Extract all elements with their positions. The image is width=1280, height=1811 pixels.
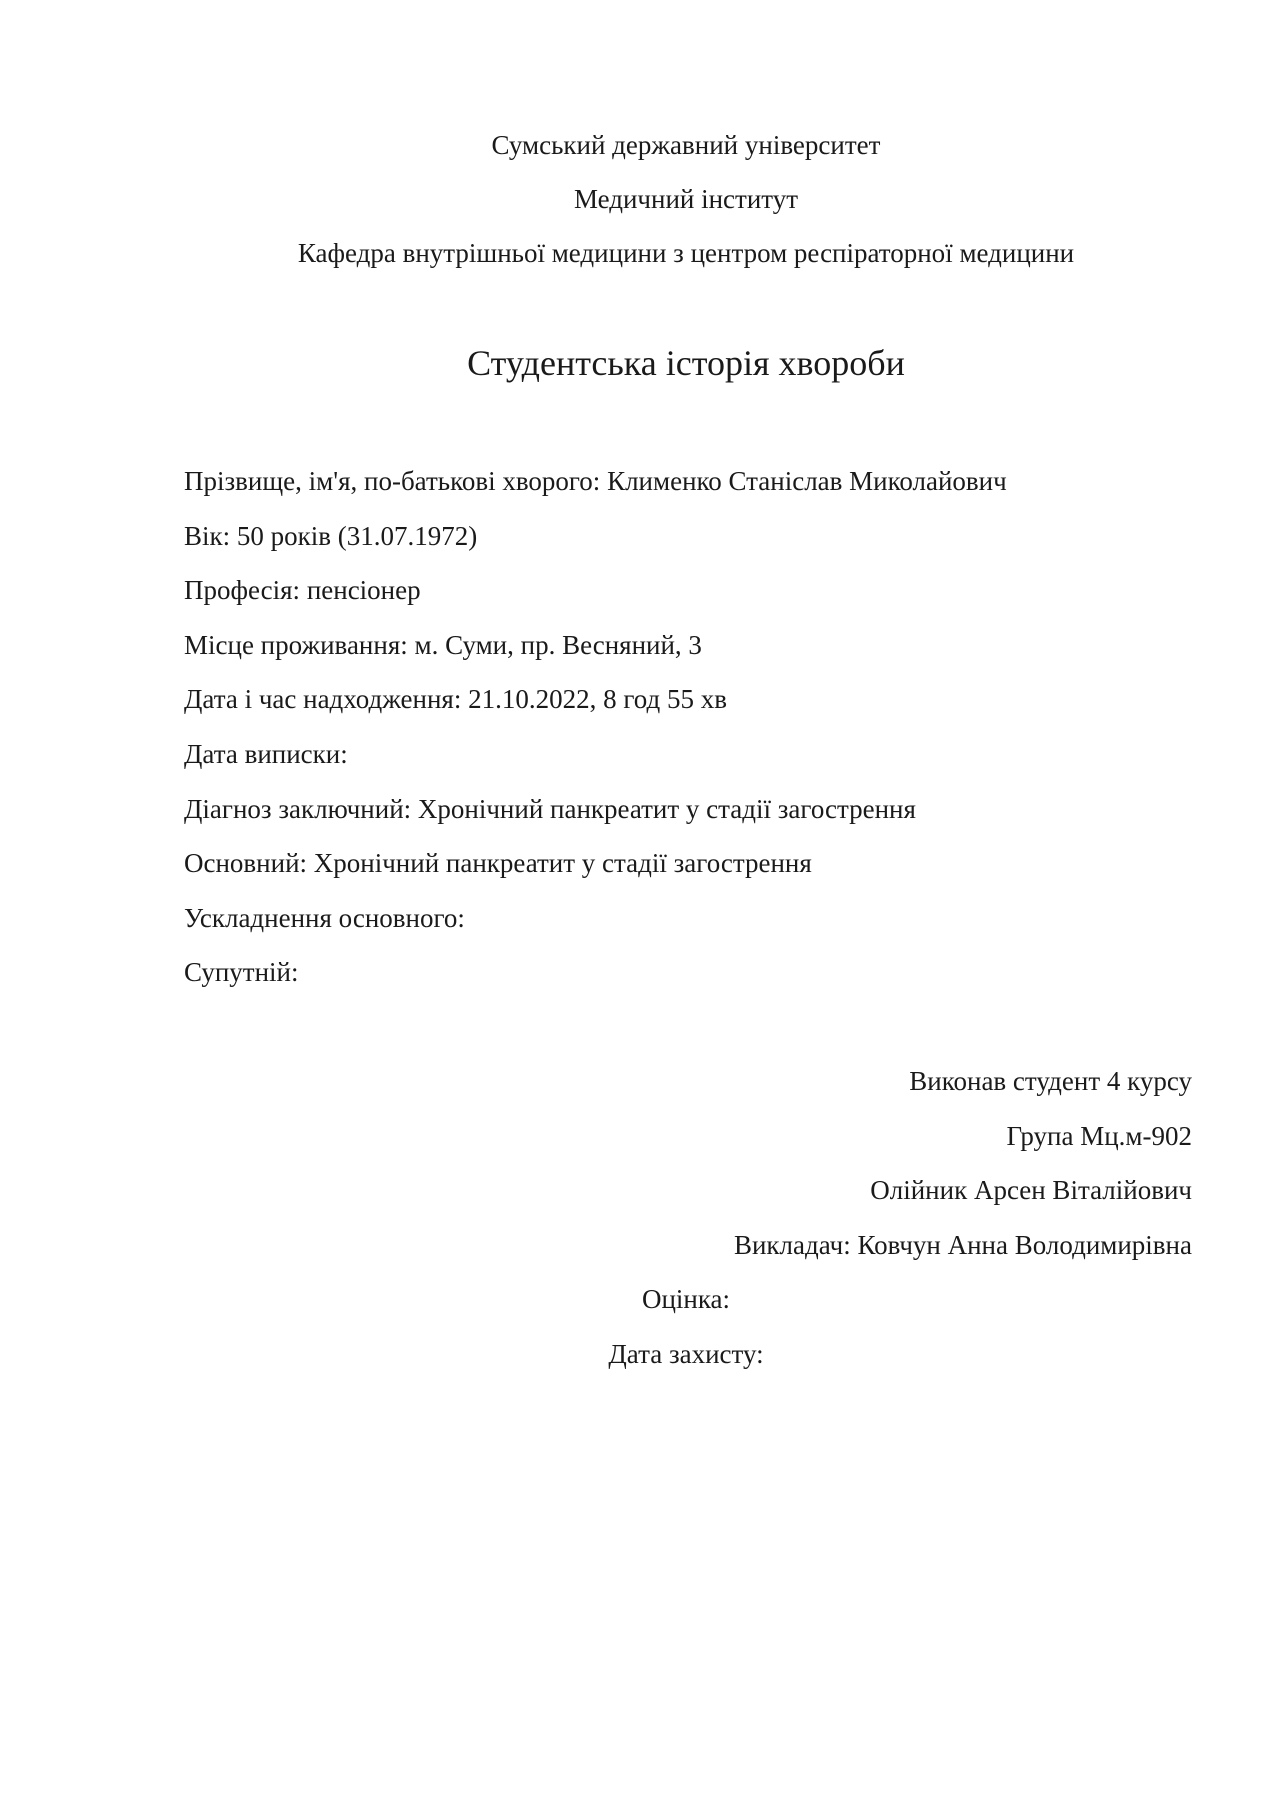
field-discharge-date [184, 727, 1007, 782]
department-name: Кафедра внутрішньої медицини з центром респіраторної медицини [297, 238, 1075, 268]
field-profession [184, 563, 1007, 618]
document-header [0, 118, 1280, 280]
field-admission [184, 672, 1007, 727]
grade-label: Оцінка: [641, 1284, 731, 1314]
signature-block [734, 1054, 1192, 1272]
field-main-diagnosis [184, 836, 1007, 891]
field-value: пенсіонер [306, 575, 421, 606]
student-name: Олійник Арсен Віталійович [870, 1175, 1192, 1206]
performed-by: Виконав студент 4 курсу [909, 1066, 1192, 1096]
defense-date-label: Дата захисту: [608, 1338, 764, 1369]
field-value: Клименко Станіслав Миколайович [607, 466, 1007, 496]
grading-block [0, 1272, 1280, 1381]
field-label: Професія: [184, 575, 301, 606]
document-title: Студентська історія хвороби [467, 343, 905, 383]
field-value: м. Суми, пр. Весняний, 3 [414, 629, 702, 660]
field-concomitant [184, 945, 1007, 1000]
field-age [184, 509, 1007, 564]
field-value: Хронічний панкреатит у стадії загострення [313, 848, 812, 879]
field-value: 21.10.2022, 8 год 55 хв [468, 684, 727, 715]
field-patient-name [184, 454, 1007, 509]
institute-name: Медичний інститут [573, 184, 799, 214]
patient-info [184, 454, 1007, 1000]
field-value: 50 років (31.07.1972) [236, 520, 478, 551]
student-group: Група Мц.м-902 [1006, 1120, 1192, 1151]
field-label: Діагноз заключний: [184, 793, 412, 824]
field-label: Супутній: [184, 957, 299, 988]
field-label: Прізвище, ім'я, по-батькові хворого: [184, 466, 601, 496]
field-label: Місце проживання: [184, 629, 408, 660]
field-label: Вік: [184, 520, 231, 551]
field-residence [184, 618, 1007, 673]
field-final-diagnosis [184, 782, 1007, 837]
university-name: Сумський державний університет [491, 130, 881, 160]
teacher-name: Викладач: Ковчун Анна Володимирівна [733, 1229, 1192, 1260]
field-value: Хронічний панкреатит у стадії загострення [417, 793, 916, 824]
field-label: Ускладнення основного: [184, 902, 465, 933]
field-complications [184, 891, 1007, 946]
field-label: Дата виписки: [184, 738, 348, 769]
field-label: Дата і час надходження: [184, 684, 462, 715]
field-label: Основний: [184, 848, 308, 879]
